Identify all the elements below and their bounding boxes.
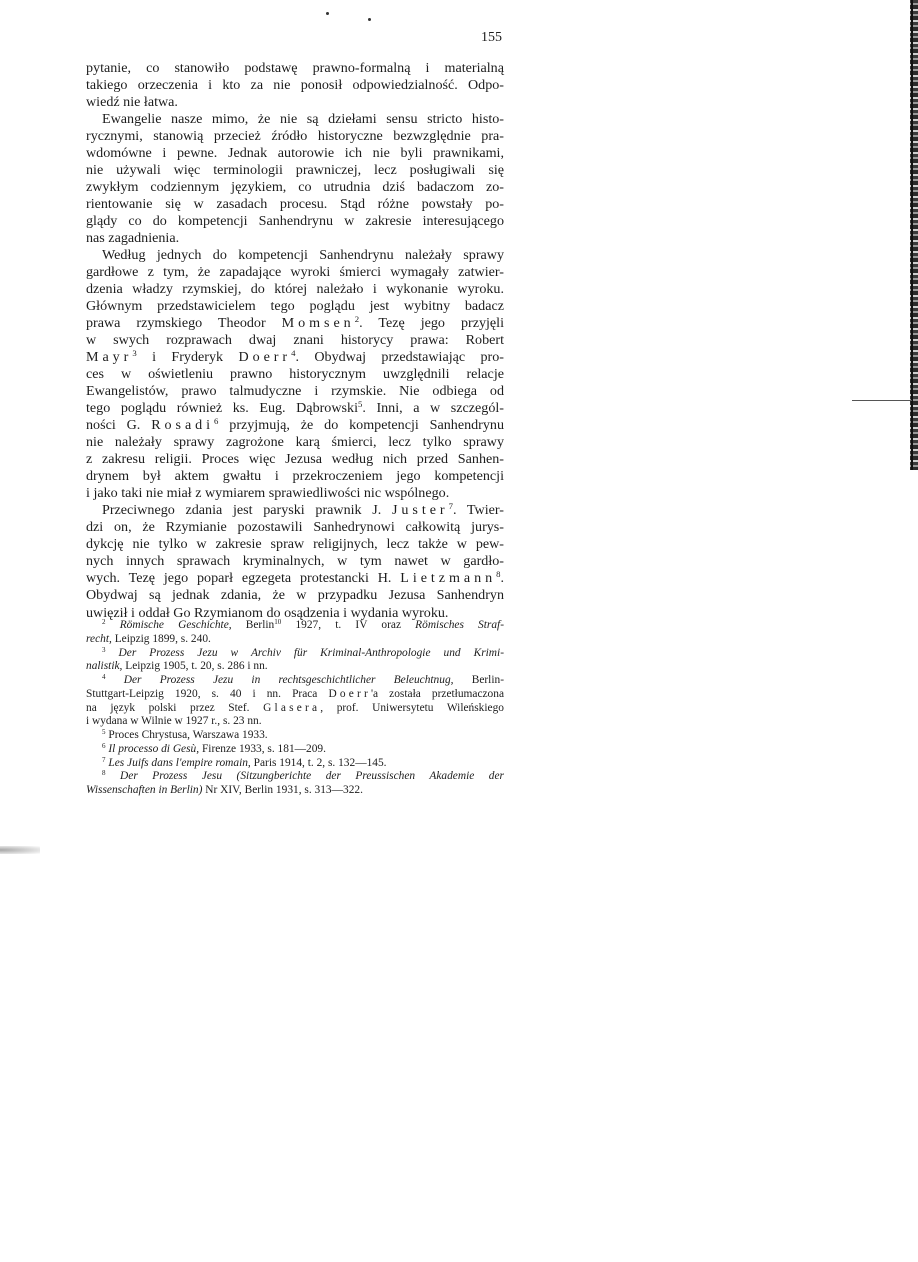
text-run: tego poglądu również ks. Eug. Dąbrowski xyxy=(86,400,358,417)
page-number: 155 xyxy=(481,30,502,45)
text-run: Firenze 1933, s. 181—209. xyxy=(199,742,326,755)
text-run: nie należały sprawy zagrożone karą śmierci, lecz tylko sprawy xyxy=(86,434,504,451)
footnote-ref: 7 xyxy=(102,755,106,764)
text-run: Ewangelie nasze mimo, że nie są dziełami sensu stricto histo- xyxy=(102,111,504,128)
text-line xyxy=(86,570,504,587)
text-line xyxy=(86,715,504,729)
text-line xyxy=(86,417,504,434)
footnote-ref: 5 xyxy=(102,728,106,737)
text-line xyxy=(86,111,504,128)
spaced-name: Mayr xyxy=(86,349,133,366)
footnote xyxy=(86,619,504,647)
text-run: . Twier- xyxy=(452,502,504,519)
text-line xyxy=(86,729,504,743)
text-line xyxy=(86,485,504,502)
text-run: Według jednych do kompetencji Sanhendrynu należały sprawy xyxy=(102,247,504,264)
footnote xyxy=(86,743,504,757)
text-run: Leipzig 1905, t. 20, s. 286 i nn. xyxy=(122,660,268,673)
footnote-ref: 3 xyxy=(102,645,106,654)
text-line xyxy=(86,468,504,485)
body-text xyxy=(86,60,504,622)
text-run: prawa rzymskiego Theodor xyxy=(86,315,282,332)
text-line xyxy=(86,619,504,633)
text-run: dzi on, że Rzymianie pozostawili Sanhedrynowi całkowitą jurys- xyxy=(86,519,504,536)
text-run: Leipzig 1899, s. 240. xyxy=(111,632,211,645)
text-run: . Inni, a w szczegól- xyxy=(362,400,504,417)
text-line xyxy=(86,770,504,784)
spaced-name: Doerr xyxy=(238,349,292,366)
text-run: zwykłym codziennym językiem, co utrudnia dziś badaczom zo- xyxy=(86,179,504,196)
text-line xyxy=(86,536,504,553)
text-line xyxy=(86,674,504,688)
text-line xyxy=(86,332,504,349)
text-run: . Tezę jego przyjęli xyxy=(359,315,505,332)
footnote-ref: 6 xyxy=(214,416,219,427)
text-run: nie używali więc terminologii prawniczej, lecz posługiwali się xyxy=(86,162,504,179)
italic-title: Les Juifs dans l'empire romain, xyxy=(108,756,251,769)
text-line xyxy=(86,647,504,661)
italic-title: recht, xyxy=(86,632,112,645)
text-run: i jako taki nie miał z wymiarem sprawiedliwości nic wspólnego. xyxy=(86,485,450,502)
text-line xyxy=(86,315,504,332)
footnote xyxy=(86,770,504,798)
italic-title: Il processo di Gesù, xyxy=(108,742,200,755)
footnote-ref: 3 xyxy=(132,348,137,359)
text-line xyxy=(86,743,504,757)
text-run: , prof. Uniwersytetu Wileńskiego xyxy=(320,701,504,714)
footnote-ref: 2 xyxy=(354,314,360,325)
text-line xyxy=(86,60,504,77)
scan-mark xyxy=(852,400,912,401)
text-run: pytanie, co stanowiło podstawę prawno-formalną i materialną xyxy=(86,60,504,76)
text-run: glądy co do kompetencji Sanhendrynu w zakresie interesującego xyxy=(86,213,504,230)
text-run: dzenia władzy rzymskiej, do której należało i wykonanie wyroku. xyxy=(86,281,504,298)
text-line xyxy=(86,349,504,366)
text-line xyxy=(86,553,504,570)
text-run xyxy=(106,647,119,659)
text-line xyxy=(86,784,504,798)
footnote-ref: 4 xyxy=(102,673,106,682)
text-run: Ewangelistów, prawo talmudyczne i rzymskie. Nie odbiega od xyxy=(86,383,504,400)
text-line xyxy=(86,366,504,383)
text-run: nych innych sprawach kryminalnych, w tym nawet w gardło- xyxy=(86,553,504,570)
italic-title: Der Prozess Jezu w Archiv für Kriminal-Anthropologie und Krimi- xyxy=(118,646,504,659)
footnotes xyxy=(86,619,504,798)
spaced-name: Momsen xyxy=(281,315,355,332)
italic-title: nalistik, xyxy=(86,660,123,673)
text-line xyxy=(86,757,504,771)
text-line xyxy=(86,162,504,179)
text-line xyxy=(86,179,504,196)
text-run: przyjmują, że do kompetencji Sanhendrynu xyxy=(218,417,505,434)
footnote-ref: 5 xyxy=(357,399,363,410)
text-line xyxy=(86,383,504,400)
text-run: Głównym przedstawicielem tego poglądu jest wybitny badacz xyxy=(86,298,504,315)
text-run: na język polski przez Stef. xyxy=(86,701,264,714)
italic-title: Römische Geschichte, xyxy=(119,619,232,631)
text-run: 1927, t. IV oraz xyxy=(281,619,416,631)
footnote-ref: 6 xyxy=(102,741,106,750)
footnote xyxy=(86,647,504,675)
text-run: wych. Tezę jego poparł egzegeta protestancki H. xyxy=(86,570,401,587)
text-run: i Fryderyk xyxy=(136,349,239,366)
scan-smudge xyxy=(0,846,40,854)
text-run: . Obydwaj przedstawiając pro- xyxy=(295,349,504,366)
spaced-name: Juster xyxy=(392,502,449,519)
paragraph xyxy=(86,502,504,621)
text-line xyxy=(86,451,504,468)
spaced-name: Glasera xyxy=(263,701,321,714)
text-line xyxy=(86,519,504,536)
text-run: dykcję nie tylko w zakresie spraw religijnych, lecz także w pew- xyxy=(86,536,504,553)
text-line xyxy=(86,281,504,298)
text-line xyxy=(86,128,504,145)
text-run: . xyxy=(500,570,504,587)
text-run: uwięził i oddał Go Rzymianom do osądzenia i wydania wyroku. xyxy=(86,604,449,621)
text-run: ces w oświetleniu prawno historycznym uwzględnili relacje xyxy=(86,366,504,383)
footnote xyxy=(86,674,504,729)
scan-speck xyxy=(326,12,329,15)
paragraph xyxy=(86,111,504,247)
footnote xyxy=(86,757,504,771)
text-line xyxy=(86,702,504,716)
spaced-name: Lietzmann xyxy=(400,570,497,587)
text-run: wiedź nie łatwa. xyxy=(86,94,178,111)
text-line xyxy=(86,688,504,702)
text-run: z zakresu religii. Proces więc Jezusa według nich przed Sanhen- xyxy=(86,451,504,468)
text-run xyxy=(106,619,120,631)
footnote-ref: 4 xyxy=(291,348,296,359)
paragraph xyxy=(86,247,504,502)
text-run: Proces Chrystusa, Warszawa 1933. xyxy=(105,729,268,741)
text-line xyxy=(86,502,504,519)
text-line xyxy=(86,247,504,264)
text-line xyxy=(86,434,504,451)
footnote-ref: 7 xyxy=(448,501,453,512)
text-run: Berlin xyxy=(231,619,275,631)
text-run: Obydwaj są jednak zdania, że w przypadku Jezusa Sanhendryn xyxy=(86,587,504,604)
text-run: ności G. xyxy=(86,417,152,434)
text-line xyxy=(86,94,504,111)
text-line xyxy=(86,196,504,213)
text-line xyxy=(86,145,504,162)
italic-title: Wissenschaften in Berlin) xyxy=(86,784,203,796)
footnote xyxy=(86,729,504,743)
text-run: Paris 1914, t. 2, s. 132—145. xyxy=(250,756,387,769)
italic-title: Römisches Straf- xyxy=(415,619,504,631)
text-run: Berlin- xyxy=(453,674,504,686)
text-run: Nr XIV, Berlin 1931, s. 313—322. xyxy=(202,784,363,796)
spaced-name: Rosadi xyxy=(151,417,215,434)
text-run: w swych rozprawach dwaj znani historycy prawa: Robert xyxy=(86,332,504,349)
text-line xyxy=(86,633,504,647)
spaced-name: Doerr xyxy=(328,687,371,700)
text-run: drynem był aktem gwałtu i przekroczeniem jego kompetencji xyxy=(86,468,504,485)
text-line xyxy=(86,213,504,230)
text-run: gardłowe z tym, że zapadające wyroki śmierci wymagały zatwier- xyxy=(86,264,504,281)
text-run: rycznymi, stanowią przecież źródło historyczne bezwzględnie pra- xyxy=(86,128,504,145)
italic-title: Der Prozess Jezu in rechtsgeschichtlicher Beleuchtnug, xyxy=(123,674,454,686)
text-run: rientowanie się w zasadach procesu. Stąd różne powstały po- xyxy=(86,196,504,213)
scan-speck xyxy=(368,18,371,21)
paragraph xyxy=(86,60,504,111)
footnote-ref: 8 xyxy=(496,569,501,580)
text-line xyxy=(86,400,504,417)
text-run: Przeciwnego zdania jest paryski prawnik J. xyxy=(102,502,392,519)
text-run: Stuttgart-Leipzig 1920, s. 40 i nn. Praca xyxy=(86,687,329,700)
text-run xyxy=(106,674,124,686)
footnote-ref: 10 xyxy=(274,618,282,627)
text-line xyxy=(86,660,504,674)
text-line xyxy=(86,264,504,281)
text-line xyxy=(86,298,504,315)
text-run: 'a została przetłumaczona xyxy=(370,687,504,700)
text-line xyxy=(86,587,504,604)
text-run: takiego orzeczenia i kto za nie ponosił odpowiedzialność. Odpo- xyxy=(86,77,504,94)
footnote-ref: 2 xyxy=(102,618,106,627)
text-run: wdomówne i pewne. Jednak autorowie ich nie byli prawnikami, xyxy=(86,145,504,162)
text-run xyxy=(106,770,121,782)
text-run: i wydana w Wilnie w 1927 r., s. 23 nn. xyxy=(86,715,262,728)
text-line xyxy=(86,230,504,247)
text-line xyxy=(86,77,504,94)
italic-title: Der Prozess Jesu (Sitzungberichte der Preussischen Akademie der xyxy=(120,770,504,783)
text-run: nas zagadnienia. xyxy=(86,230,180,247)
footnote-ref: 8 xyxy=(102,769,106,778)
